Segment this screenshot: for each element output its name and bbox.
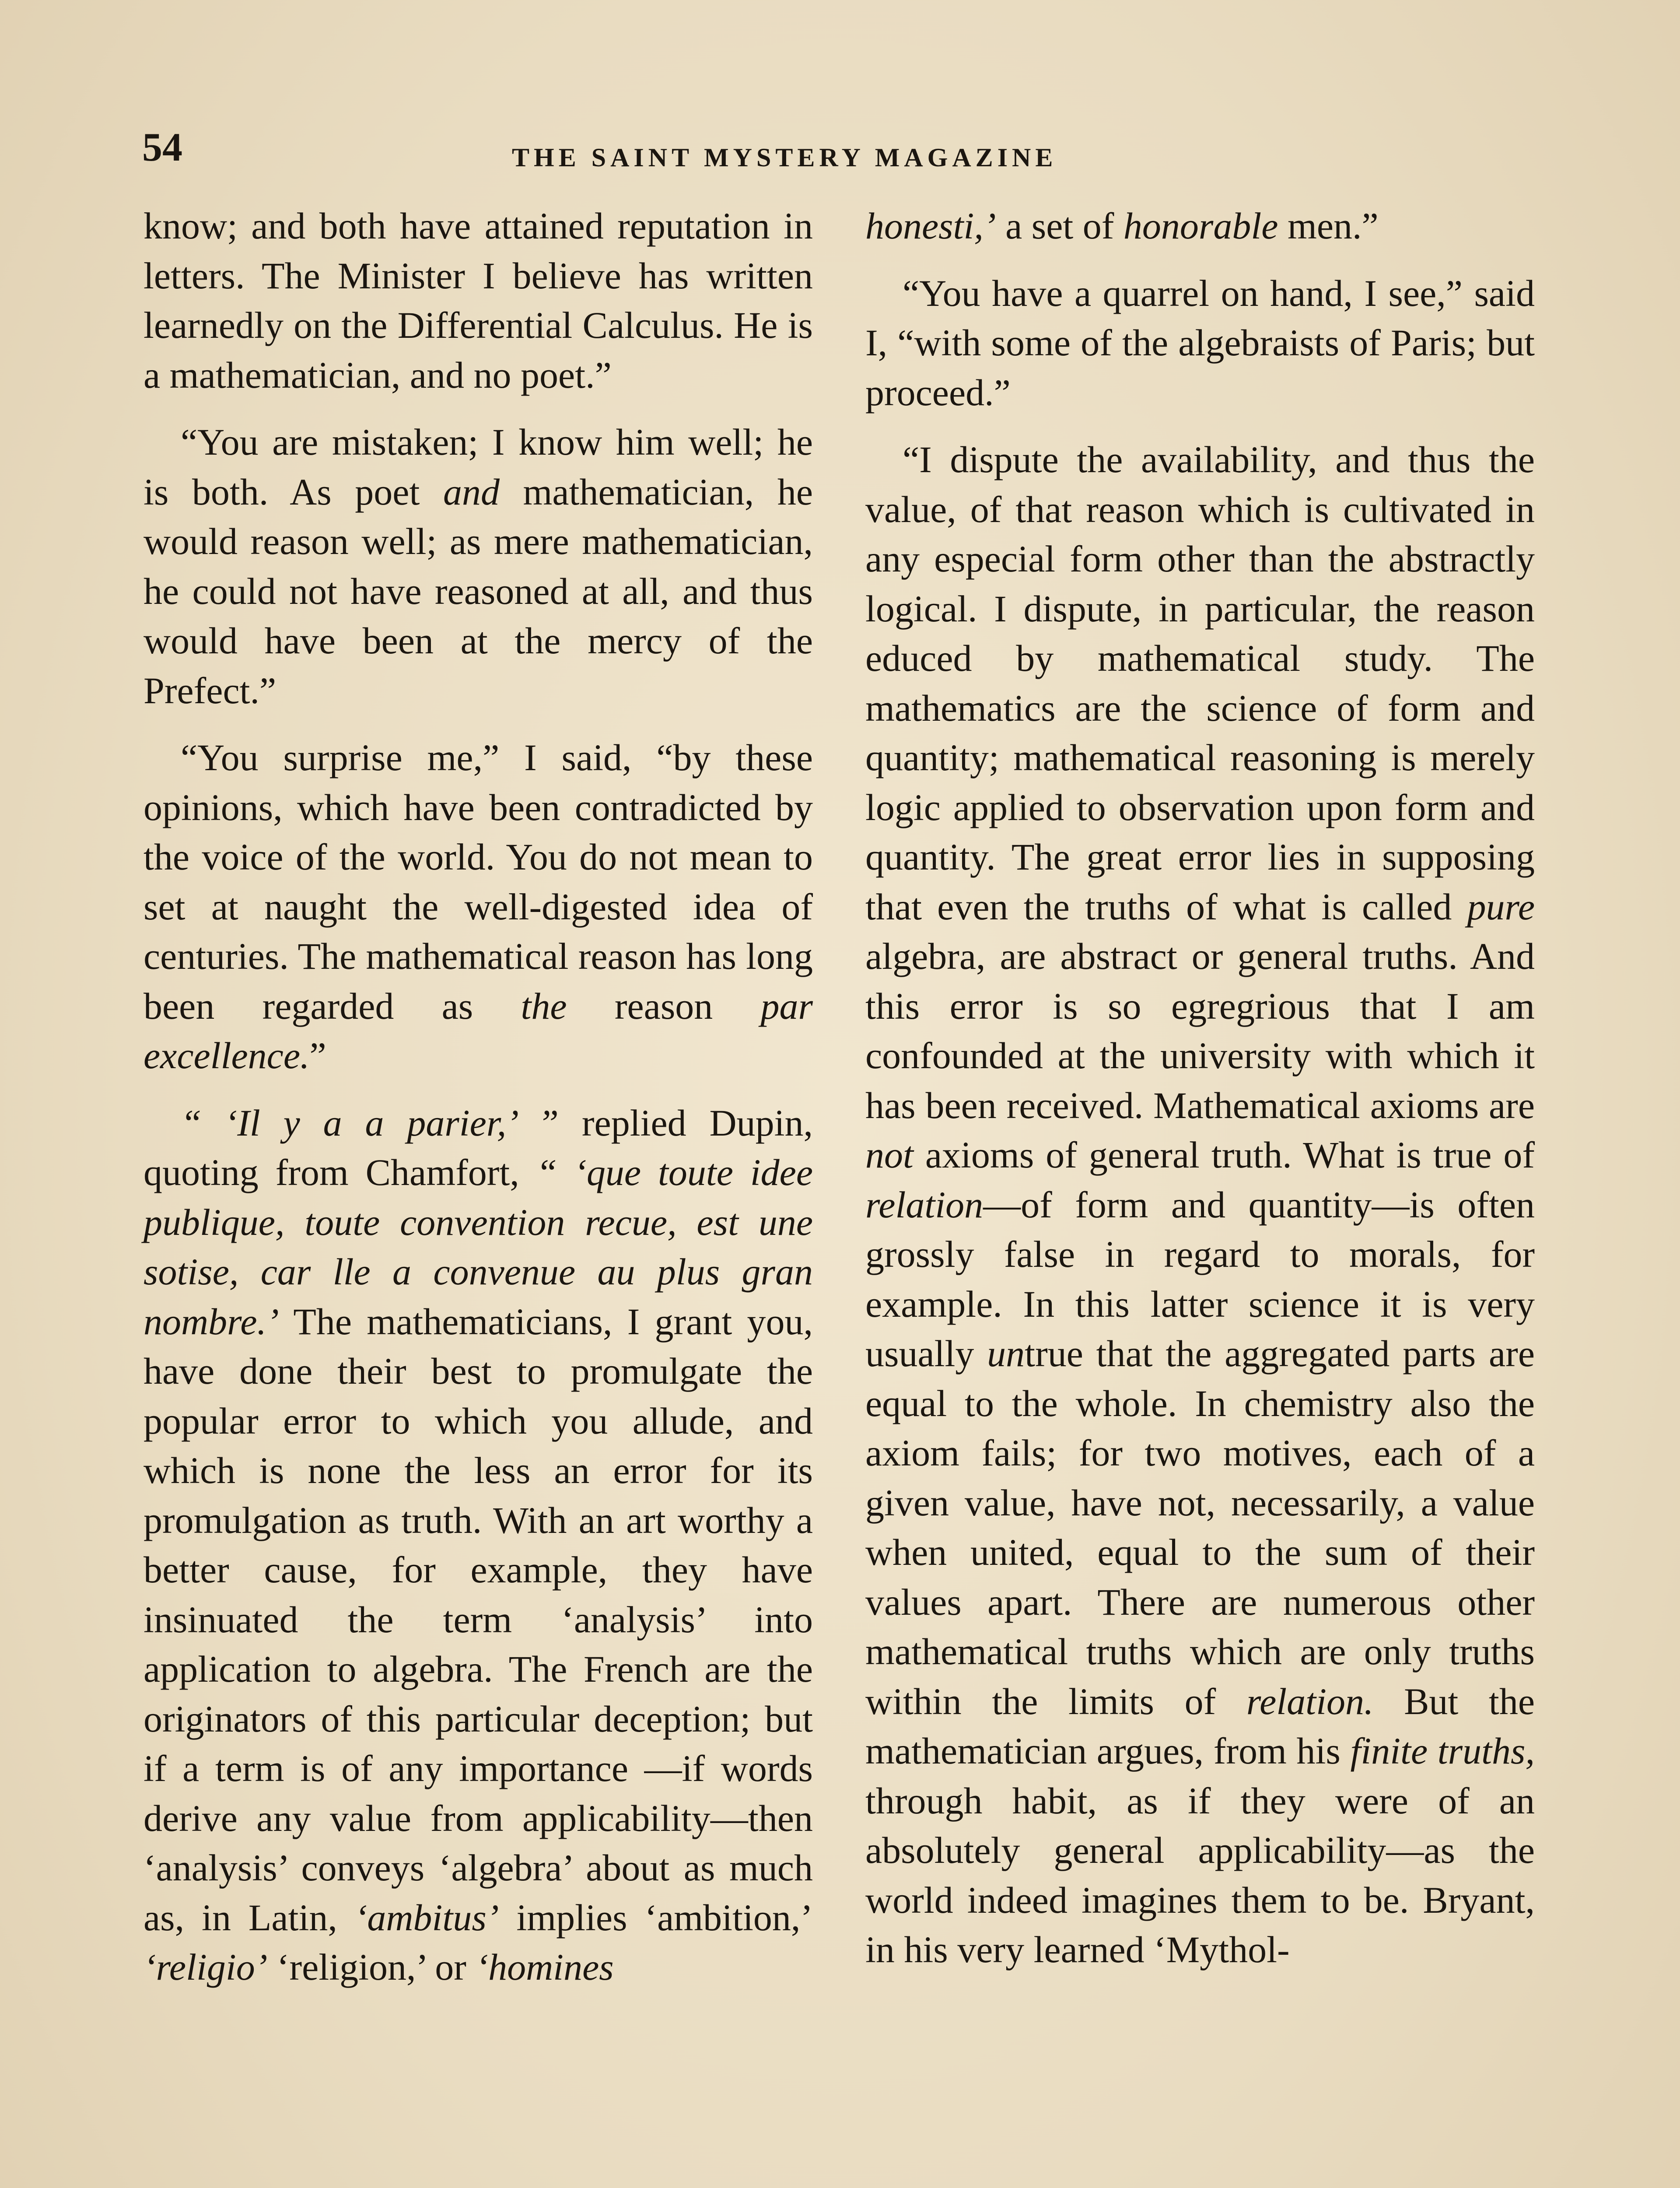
paragraph: [865, 435, 1535, 1975]
italic-text: “ ‘que toute idee publique, toute convention recue, est une sotise, car lle a convenue au plus gran nombre.’: [144, 1151, 813, 1343]
paragraph-text: “I dispute the availability, and thus the value, of that reason which is cultivated in any especial form other than the abstractly logical. I dispute, in particular, the reason educed by mathematical study. The mathematics are the science of form and quantity; mathematical reasoning is merely logic applied to observation upon form and quantity. The great error lies in supposing that even the truths of what is called: [865, 438, 1535, 928]
paragraph-text: ”: [309, 1034, 326, 1076]
paragraph-text: true that the aggregated parts are equal to the whole. In chemistry also the axiom fails; for two motives, each of a given value, have not, necessarily, a value when united, equal to the sum of their values apart. There are numerous other mathematical truths which are only truths within the limits of: [865, 1332, 1535, 1722]
paragraph-text: “You surprise me,” I said, “by these opinions, which have been contradicted by the voice of the world. You do not mean to set at naught the well-digested idea of centuries. The mathematical reason has long been regarded as: [144, 736, 813, 1027]
paragraph-text: The mathematicians, I grant you, have done their best to promulgate the popular error to which you allude, and which is none the less an error for its promulgation as truth. With an art worthy a better cause, for example, they have insinuated the term ‘analysis’ into application to algebra. The French are the originators of this particular deception; but if a term is of any importance —if words derive any value from applicability—then ‘analysis’ conveys ‘algebra’ about as much as, in Latin,: [144, 1300, 813, 1939]
paragraph-text: “You have a quarrel on hand, I see,” said I, “with some of the algebraists of Paris; but proceed.”: [865, 272, 1535, 414]
paragraph: [865, 269, 1535, 418]
italic-text: ‘homines: [476, 1946, 614, 1988]
paragraph-text: axioms of general truth. What is true of: [913, 1134, 1535, 1176]
italic-text: “ ‘Il y a a parier,’ ”: [181, 1101, 559, 1144]
paragraph: [144, 1098, 813, 1992]
paragraph-text: —of form and quantity—is often grossly false in regard to morals, for example. In this latter science it is very usually: [865, 1183, 1535, 1375]
paragraph-text: replied Dupin, quoting from Chamfort,: [144, 1101, 813, 1193]
paragraph: [144, 733, 813, 1081]
italic-text: par excellence.: [144, 985, 813, 1076]
italic-text: finite truths,: [1350, 1730, 1535, 1772]
right-column: [865, 201, 1535, 1975]
italic-text: relation.: [1246, 1680, 1374, 1722]
left-column: [144, 201, 813, 1992]
italic-text: honorable: [1123, 205, 1278, 247]
running-header: THE SAINT MYSTERY MAGAZINE: [512, 143, 1057, 172]
paragraph: [144, 201, 813, 400]
italic-text: ‘religio’: [144, 1946, 268, 1988]
paragraph-text: mathematician, he would reason well; as mere mathematician, he could not have reasoned at all, and thus would have been at the mercy of the Prefect.”: [144, 470, 813, 712]
paragraph-text: men.”: [1278, 205, 1379, 247]
paragraph-text: algebra, are abstract or general truths. And this error is so egregrious that I am confounded at the university with which it has been received. Mathematical axioms are: [865, 935, 1535, 1126]
italic-text: pure: [1467, 885, 1535, 928]
page-number: 54: [142, 125, 182, 169]
paragraph-text: through habit, as if they were of an absolutely general applicability—as the world indeed imagines them to be. Bryant, in his very learned ‘Mythol-: [865, 1779, 1535, 1971]
paragraph-text: But the mathematician argues, from his: [865, 1680, 1535, 1772]
paragraph-text: implies ‘ambition,’: [499, 1896, 813, 1939]
paragraph: [865, 201, 1535, 251]
italic-text: and: [443, 470, 500, 513]
italic-text: relation: [865, 1183, 984, 1226]
italic-text: not: [865, 1134, 914, 1176]
paragraph-text: reason: [567, 985, 761, 1027]
italic-text: ‘ambitus’: [354, 1896, 499, 1939]
paragraph-text: “You are mistaken; I know him well; he is both. As poet: [144, 421, 813, 513]
paragraph-text: a set of: [996, 205, 1124, 247]
paragraph-text: know; and both have attained reputation in letters. The Minister I believe has written learnedly on the Differential Calculus. He is a mathematician, and no poet.”: [144, 205, 813, 396]
italic-text: the: [521, 985, 567, 1027]
paragraph-text: ‘religion,’ or: [267, 1946, 476, 1988]
italic-text: honesti,’: [865, 205, 996, 247]
italic-text: un: [987, 1332, 1025, 1375]
paragraph: [144, 417, 813, 715]
